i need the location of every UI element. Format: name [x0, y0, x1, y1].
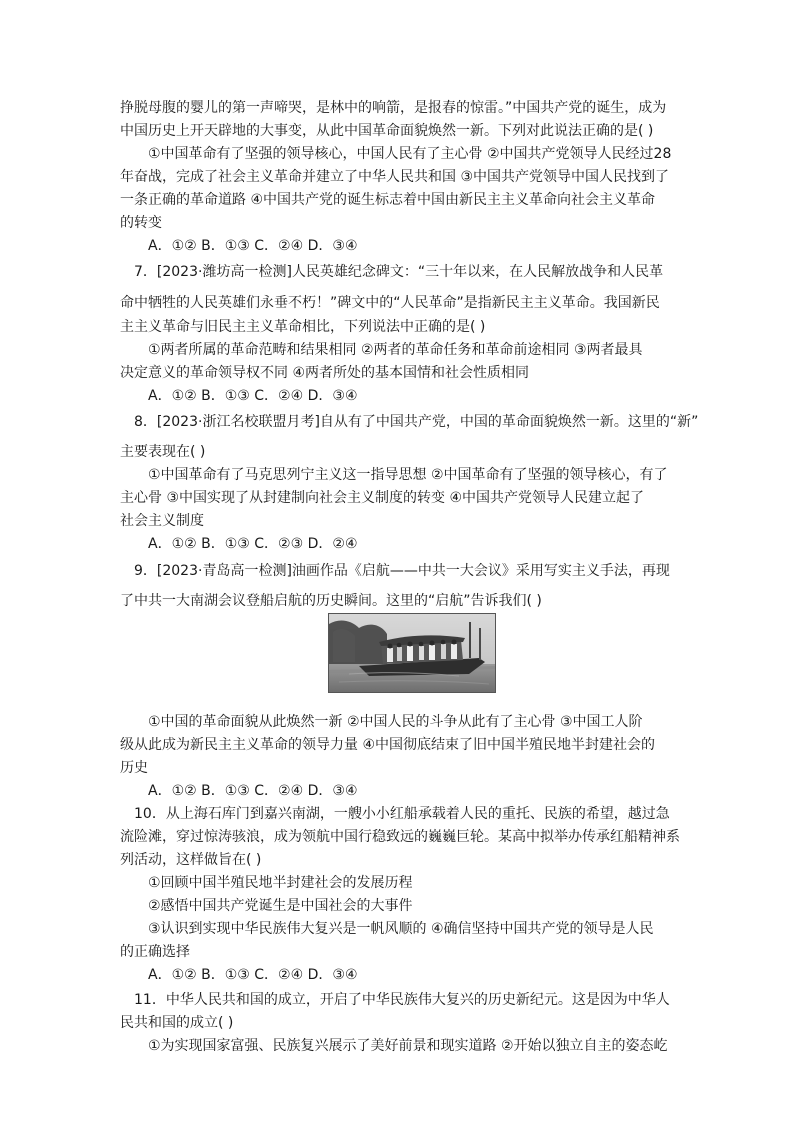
text-line: 8．[2023·浙江名校联盟月考]自从有了中国共产党，中国的革命面貌焕然一新。这里的“新” — [134, 414, 699, 430]
text-line: 7．[2023·潍坊高一检测]人民英雄纪念碑文：“三十年以来，在人民解放战争和人民革 — [134, 264, 664, 280]
text-line: 一条正确的革命道路 ④中国共产党的诞生标志着中国由新民主主义革命向社会主义革命 — [120, 192, 655, 208]
text-line: 历史 — [120, 760, 148, 776]
text-line: 了中共一大南湖会议登船启航的历史瞬间。这里的“启航”告诉我们( ) — [120, 593, 542, 609]
text-line: ①中国革命有了坚强的领导核心，中国人民有了主心骨 ②中国共产党领导人民经过28 — [148, 146, 672, 162]
text-line: 年奋战，完成了社会主义革命并建立了中华人民共和国 ③中国共产党领导中国人民找到了 — [120, 169, 669, 185]
text-line: 主要表现在( ) — [120, 444, 206, 460]
text-line: ①为实现国家富强、民族复兴展示了美好前景和现实道路 ②开始以独立自主的姿态屹 — [148, 1038, 668, 1054]
text-line: 9．[2023·青岛高一检测]油画作品《启航——中共一大会议》采用写实主义手法，再现 — [134, 563, 670, 579]
text-line: 流险滩，穿过惊涛骇浪，成为领航中国行稳致远的巍巍巨轮。某高中拟举办传承红船精神系 — [120, 829, 680, 845]
text-line: ①两者所属的革命范畴和结果相同 ②两者的革命任务和革命前途相同 ③两者最具 — [148, 342, 643, 358]
text-line: 的正确选择 — [120, 944, 190, 960]
boat-painting-illustration — [329, 614, 495, 692]
text-line: A．①② B．①③ C．②④ D．③④ — [148, 238, 358, 254]
text-line: ②感悟中国共产党诞生是中国社会的大事件 — [148, 898, 413, 914]
text-line: 挣脱母腹的婴儿的第一声啼哭，是林中的响箭，是报春的惊雷。”中国共产党的诞生，成为 — [120, 100, 667, 116]
text-line: ①中国革命有了马克思列宁主义这一指导思想 ②中国革命有了坚强的领导核心，有了 — [148, 467, 668, 483]
text-line: 中国历史上开天辟地的大事变，从此中国革命面貌焕然一新。下列对此说法正确的是( ) — [120, 123, 654, 139]
text-line: 主心骨 ③中国实现了从封建制向社会主义制度的转变 ④中国共产党领导人民建立起了 — [120, 490, 644, 506]
text-line: 社会主义制度 — [120, 513, 204, 529]
text-line: A．①② B．①③ C．②④ D．③④ — [148, 967, 358, 983]
text-line: ①中国的革命面貌从此焕然一新 ②中国人民的斗争从此有了主心骨 ③中国工人阶 — [148, 714, 643, 730]
text-line: 列活动，这样做旨在( ) — [120, 852, 262, 868]
text-line: 命中牺牲的人民英雄们永垂不朽！”碑文中的“人民革命”是指新民主主义革命。我国新民 — [120, 295, 660, 311]
text-line: 级从此成为新民主主义革命的领导力量 ④中国彻底结束了旧中国半殖民地半封建社会的 — [120, 737, 655, 753]
text-line: 的转变 — [120, 215, 162, 231]
text-line: 主主义革命与旧民主主义革命相比，下列说法中正确的是( ) — [120, 319, 486, 335]
text-line: 民共和国的成立( ) — [120, 1015, 234, 1031]
text-line: A．①② B．①③ C．②④ D．③④ — [148, 388, 358, 404]
text-line: ③认识到实现中华民族伟大复兴是一帆风顺的 ④确信坚持中国共产党的领导是人民 — [148, 921, 654, 937]
text-line: 决定意义的革命领导权不同 ④两者所处的基本国情和社会性质相同 — [120, 365, 529, 381]
text-line: 11．中华人民共和国的成立，开启了中华民族伟大复兴的历史新纪元。这是因为中华人 — [134, 992, 670, 1008]
text-line: 10．从上海石库门到嘉兴南湖，一艘小小红船承载着人民的重托、民族的希望，越过急 — [134, 806, 670, 822]
text-line: A．①② B．①③ C．②④ D．③④ — [148, 783, 358, 799]
text-line: ①回顾中国半殖民地半封建社会的发展历程 — [148, 875, 413, 891]
oil-painting-boat-image — [328, 613, 496, 693]
text-line: A．①② B．①③ C．②③ D．②④ — [148, 536, 358, 552]
